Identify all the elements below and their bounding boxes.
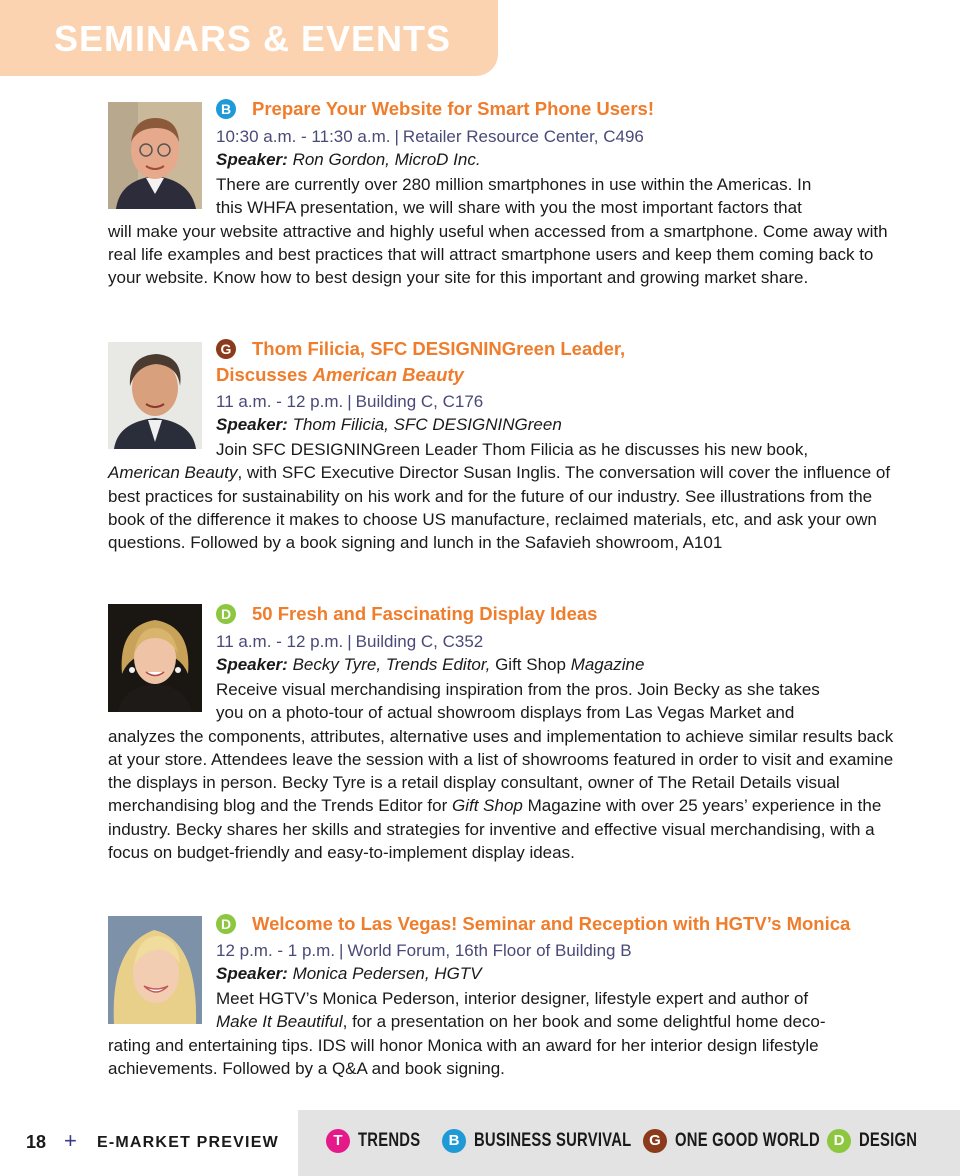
book-title-inline: Make It Beautiful (216, 1012, 343, 1032)
speaker-name: Becky Tyre, Trends Editor, (292, 655, 491, 674)
speaker-photo-thom-filicia (108, 342, 202, 449)
plus-icon: + (64, 1128, 77, 1153)
business-survival-badge: B (216, 99, 236, 119)
event-location: Retailer Resource Center, C496 (402, 127, 644, 146)
event-speaker (216, 964, 482, 984)
event-title-line2 (216, 364, 464, 386)
event-speaker (216, 150, 481, 170)
legend-label: TRENDS (358, 1130, 421, 1151)
event-title-row (216, 601, 597, 627)
event-speaker (216, 415, 562, 435)
event-location: Building C, C176 (355, 392, 484, 411)
speaker-name: Ron Gordon, MicroD Inc. (292, 150, 481, 169)
event-title: 50 Fresh and Fascinating Display Ideas (252, 603, 598, 624)
trends-badge: T (326, 1129, 350, 1153)
event-time: 12 p.m. - 1 p.m. (216, 941, 336, 960)
design-badge: D (827, 1129, 851, 1153)
publication-name: Gift Shop (495, 655, 566, 674)
design-badge: D (216, 604, 236, 624)
description-line-text: , for a presentation on her book and some delightful home deco- (342, 1012, 826, 1032)
event-time-location: 11 a.m. - 12 p.m. | Building C, C352 (216, 632, 484, 651)
legend-label: ONE GOOD WORLD (675, 1130, 820, 1151)
event-title: Thom Filicia, SFC DESIGNINGreen Leader, (252, 338, 626, 359)
section-header (0, 0, 498, 76)
legend-business-survival (442, 1129, 676, 1153)
description-text: will make your website attractive and highly useful when accessed from a smartphone. Come away with real life examples and best practices that will attract smartphone users and keep them coming back to your website. Know how to best design your site for this important and growing market share. (108, 221, 888, 288)
event-title-text: Discusses (216, 364, 313, 385)
event-location: World Forum, 16th Floor of Building B (347, 941, 632, 960)
event-title-row (216, 911, 850, 937)
business-survival-badge: B (442, 1129, 466, 1153)
event-time-location: 12 p.m. - 1 p.m. | World Forum, 16th Floor of Building B (216, 941, 632, 960)
event-time: 11 a.m. - 12 p.m. (216, 632, 344, 651)
publication-inline: Gift Shop (451, 796, 523, 816)
one-good-world-badge: G (643, 1129, 667, 1153)
event-speaker (216, 655, 644, 675)
speaker-label: Speaker: (216, 415, 288, 434)
description-line: Meet HGTV’s Monica Pederson, interior designer, lifestyle expert and author of (216, 989, 809, 1008)
event-time-location: 10:30 a.m. - 11:30 a.m. | Retailer Resource Center, C496 (216, 127, 644, 146)
book-title: American Beauty (312, 364, 464, 385)
book-title-inline: American Beauty (108, 463, 238, 483)
description-text-end: Magazine with over 25 years’ experience in the industry. Becky shares her skills and strategies for inventive and effective visual merchandising, with a focus on budget-friendly and easy-to-implement display ideas. (108, 796, 882, 863)
description-line (108, 1010, 908, 1033)
legend-label: DESIGN (859, 1130, 918, 1151)
event-description (108, 438, 908, 554)
speaker-label: Speaker: (216, 964, 288, 983)
event-time: 11 a.m. - 12 p.m. (216, 392, 344, 411)
description-line: you on a photo-tour of actual showroom displays from Las Vegas Market and (216, 703, 795, 723)
description-line: this WHFA presentation, we will share with you the most important factors that (216, 198, 802, 218)
event-location: Building C, C352 (355, 632, 484, 651)
legend-design (827, 1129, 934, 1153)
section-title: SEMINARS & EVENTS (54, 18, 452, 59)
description-text: , with SFC Executive Director Susan Inglis. The conversation will cover the influence of best practices for sustainability on his work and for the future of our industry. See illustrations from the book of the difference it makes to choose US manufacture, reclaimed materials, etc, and ask your own questions. Followed by a book signing and lunch in the Safavieh showroom, A101 (108, 463, 891, 553)
event-title-row (216, 336, 625, 362)
speaker-label: Speaker: (216, 150, 288, 169)
page-number: 18 (26, 1132, 47, 1152)
publication-suffix: Magazine (570, 655, 645, 674)
event-title: Welcome to Las Vegas! Seminar and Reception with HGTV’s Monica (252, 913, 851, 934)
event-time-location: 11 a.m. - 12 p.m. | Building C, C176 (216, 392, 484, 411)
event-time: 10:30 a.m. - 11:30 a.m. (216, 127, 391, 146)
event-description (108, 678, 908, 864)
speaker-name: Monica Pedersen, HGTV (292, 964, 482, 983)
description-line: There are currently over 280 million smartphones in use within the Americas. In (216, 175, 812, 194)
one-good-world-badge: G (216, 339, 236, 359)
design-badge: D (216, 914, 236, 934)
description-text: analyzes the components, attributes, alternative uses and implementation to achieve similar results back at your store. Attendees leave the session with a list of showrooms featured in order to visit and examine the displays in person. Becky Tyre is a retail display consultant, owner of The Retail Details visual merchandising blog and the Trends Editor for (108, 726, 894, 816)
event-title: Prepare Your Website for Smart Phone Users! (252, 98, 654, 119)
speaker-name: Thom Filicia, SFC DESIGNINGreen (292, 415, 562, 434)
publication-name: E-MARKET PREVIEW (97, 1134, 279, 1151)
description-line: Receive visual merchandising inspiration from the pros. Join Becky as she takes (216, 680, 820, 699)
description-line: Join SFC DESIGNINGreen Leader Thom Filicia as he discusses his new book, (216, 440, 809, 459)
legend-label: BUSINESS SURVIVAL (474, 1130, 632, 1151)
speaker-label: Speaker: (216, 655, 288, 674)
description-text: rating and entertaining tips. IDS will honor Monica with an award for her interior design lifestyle achievements. Followed by a Q&A and book signing. (108, 1035, 819, 1078)
event-description (108, 987, 908, 1080)
event-description (108, 173, 908, 289)
event-title-row (216, 96, 654, 122)
legend-trends (326, 1129, 438, 1153)
